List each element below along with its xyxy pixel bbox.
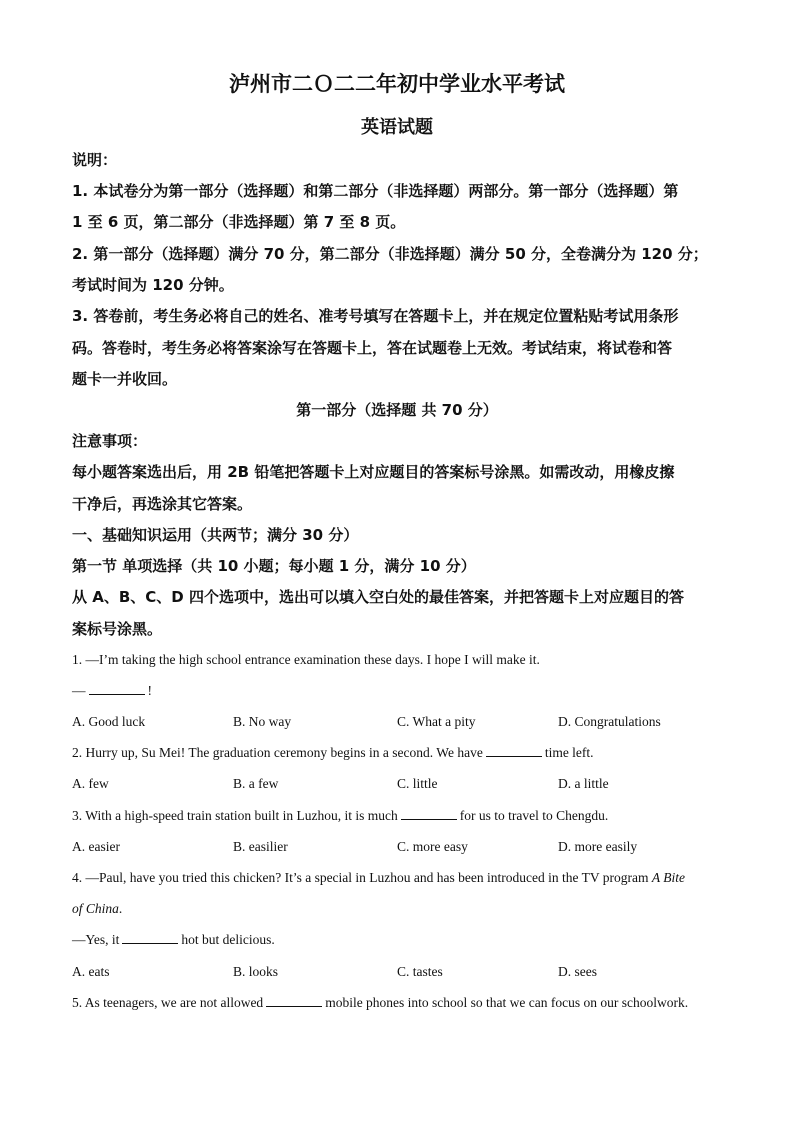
option-d: D. sees [558, 964, 597, 979]
question-stem [72, 994, 688, 1012]
option-a: A. easier [72, 839, 120, 854]
question-stem-continued [72, 900, 122, 918]
option-b: B. looks [233, 964, 279, 979]
notes-line: 每小题答案选出后，用 2B 铅笔把答题卡上对应题目的答案标号涂黑。如需改动，用橡皮擦 [72, 463, 675, 481]
instruction-line: 1. 本试卷分为第一部分（选择题）和第二部分（非选择题）两部分。第一部分（选择题）第 [72, 182, 679, 200]
subsection-heading: 第一节 单项选择（共 10 小题；每小题 1 分，满分 10 分） [72, 557, 476, 575]
instruction-line: 题卡一并收回。 [72, 370, 178, 388]
instructions-heading: 说明： [72, 151, 118, 169]
answer-blank [89, 682, 145, 695]
question-stem [72, 869, 685, 887]
option-d: D. more easily [558, 839, 638, 854]
answer-blank [122, 931, 178, 944]
option-a: A. few [72, 776, 109, 791]
answer-blank [401, 807, 457, 820]
notes-heading: 注意事项： [72, 432, 148, 450]
stem-text: 3. With a high-speed train station built in Luzhou, it is much [72, 808, 398, 823]
response-prefix: —Yes, it [72, 932, 120, 947]
program-title: A Bite [651, 870, 685, 885]
question-response [72, 682, 152, 700]
instruction-line: 1 至 6 页，第二部分（非选择题）第 7 至 8 页。 [72, 213, 406, 231]
direction-line: 案标号涂黑。 [72, 620, 163, 638]
program-title: of China [72, 901, 119, 916]
direction-line: 从 A、B、C、D 四个选项中，选出可以填入空白处的最佳答案，并把答题卡上对应题目的答 [72, 588, 684, 606]
option-a: A. Good luck [72, 714, 146, 729]
option-b: B. easilier [233, 839, 288, 854]
instruction-line: 3. 答卷前，考生务必将自己的姓名、准考号填写在答题卡上，并在规定位置粘贴考试用条形 [72, 307, 679, 325]
instruction-line: 码。答卷时，考生务必将答案涂写在答题卡上，答在试题卷上无效。考试结束，将试卷和答 [72, 339, 673, 357]
option-c: C. tastes [397, 964, 443, 979]
stem-text: 2. Hurry up, Su Mei! The graduation ceremony begins in a second. We have [72, 745, 483, 760]
exam-subtitle: 英语试题 [361, 117, 433, 138]
stem-text: time left. [544, 745, 594, 760]
stem-text: for us to travel to Chengdu. [459, 808, 609, 823]
question-stem [72, 807, 608, 825]
option-c: C. little [397, 776, 438, 791]
notes-line: 干净后，再选涂其它答案。 [72, 495, 253, 513]
stem-text: mobile phones into school so that we can focus on our schoolwork. [325, 995, 689, 1010]
response-suffix: hot but delicious. [181, 932, 275, 947]
option-c: C. What a pity [397, 714, 476, 729]
option-b: B. No way [233, 714, 292, 729]
stem-text: 4. —Paul, have you tried this chicken? It’s a special in Luzhou and has been introduced in the TV program [72, 870, 649, 885]
stem-text: 5. As teenagers, we are not allowed [72, 995, 264, 1010]
option-d: D. Congratulations [558, 714, 661, 729]
instruction-line: 2. 第一部分（选择题）满分 70 分，第二部分（非选择题）满分 50 分，全卷满分为 120 分； [72, 245, 708, 263]
response-prefix: — [72, 683, 86, 698]
response-suffix: ! [147, 683, 152, 698]
instruction-line: 考试时间为 120 分钟。 [72, 276, 234, 294]
section-heading: 一、基础知识运用（共两节；满分 30 分） [72, 526, 359, 544]
question-stem [72, 744, 594, 762]
question-stem: 1. —I’m taking the high school entrance examination these days. I hope I will make it. [72, 652, 540, 667]
option-d: D. a little [558, 776, 609, 791]
exam-title: 泸州市二Ｏ二二年初中学业水平考试 [229, 71, 565, 96]
answer-blank [266, 994, 322, 1007]
stem-text: . [118, 901, 123, 916]
option-a: A. eats [72, 964, 110, 979]
part-one-heading: 第一部分（选择题 共 70 分） [296, 401, 498, 419]
question-response [72, 931, 275, 949]
answer-blank [486, 744, 542, 757]
option-b: B. a few [233, 776, 279, 791]
option-c: C. more easy [397, 839, 468, 854]
